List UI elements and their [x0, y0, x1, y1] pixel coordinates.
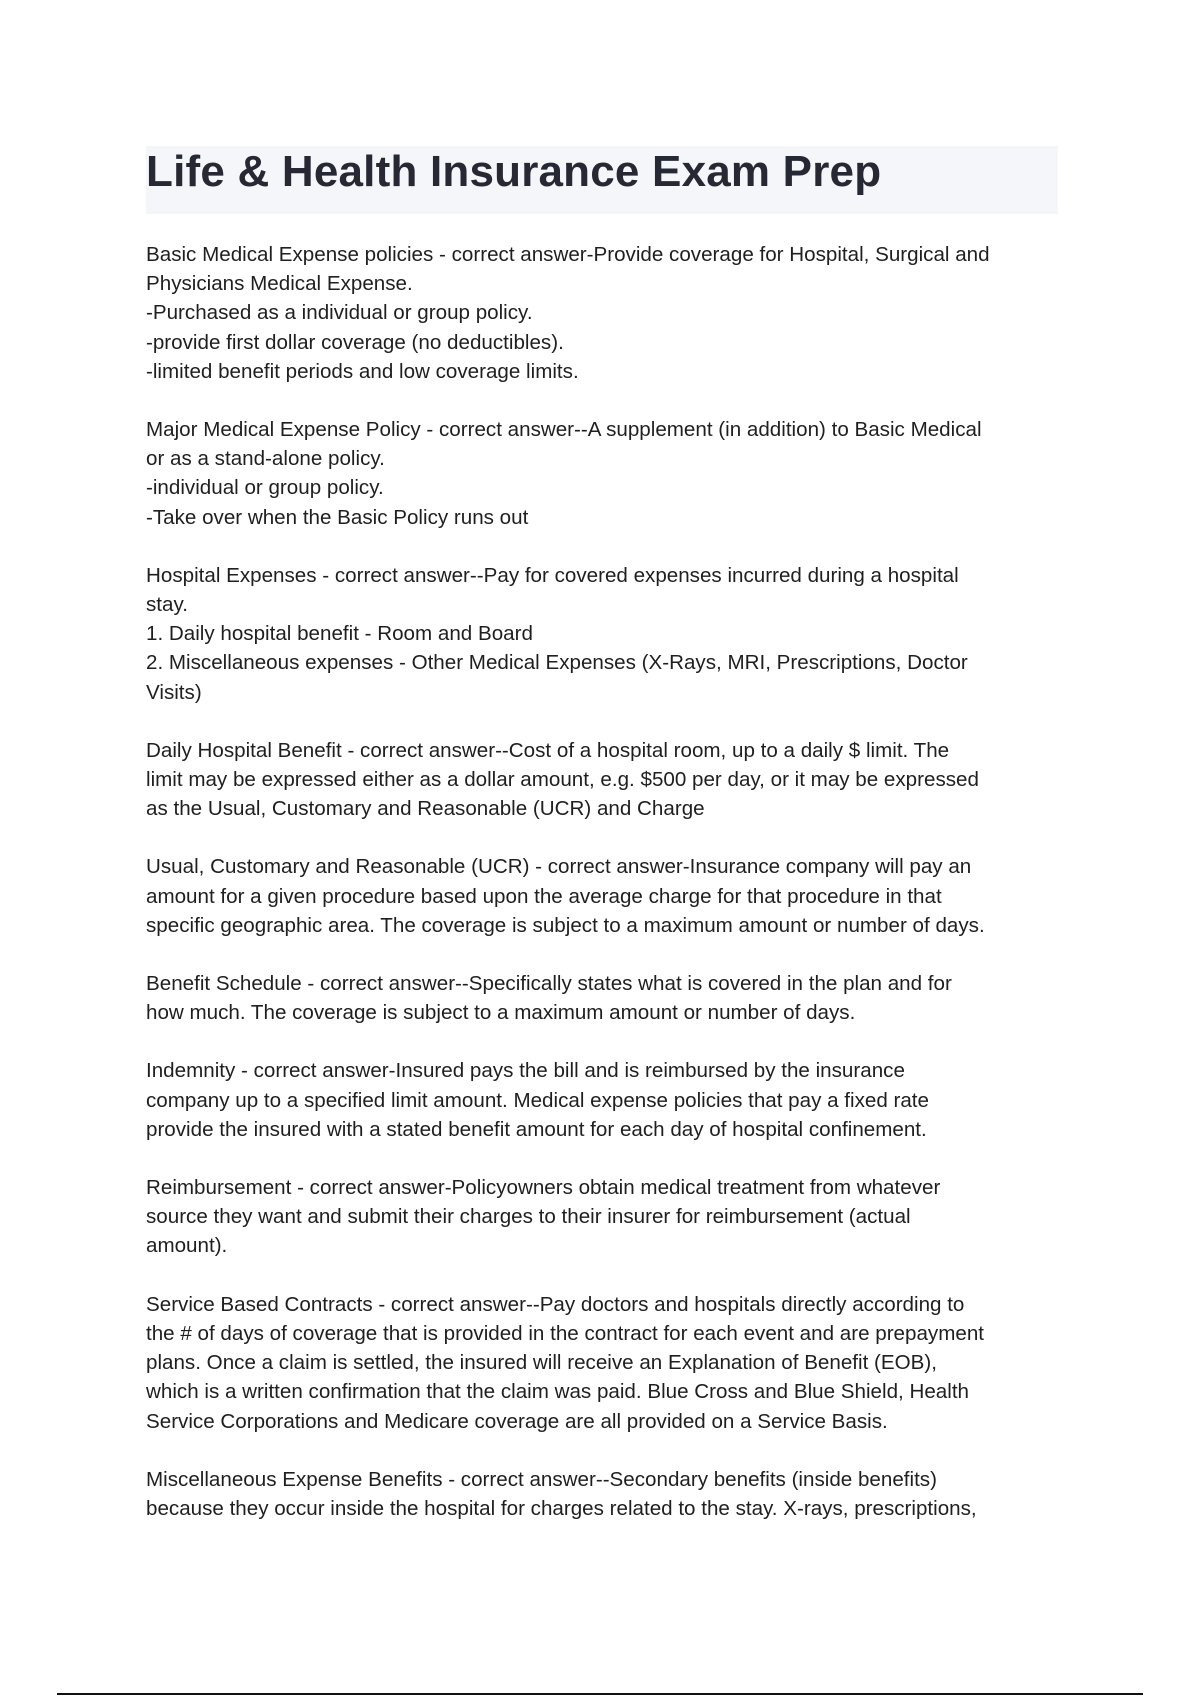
entry-benefit-schedule	[146, 969, 1066, 1027]
entry-line: Indemnity - correct answer-Insured pays the bill and is reimbursed by the insurance	[146, 1059, 905, 1083]
entry-line: Major Medical Expense Policy - correct answer--A supplement (in addition) to Basic Medical	[146, 418, 982, 442]
entry-line: stay.	[146, 593, 188, 617]
entry-line: -provide first dollar coverage (no deductibles).	[146, 330, 564, 354]
entry-indemnity	[146, 1056, 1066, 1144]
entry-service-based-contracts	[146, 1290, 1066, 1436]
entry-line: as the Usual, Customary and Reasonable (UCR) and Charge	[146, 797, 705, 821]
entry-miscellaneous-expense-benefits	[146, 1465, 1066, 1523]
page-title: Life & Health Insurance Exam Prep	[146, 147, 882, 196]
entry-line: which is a written confirmation that the claim was paid. Blue Cross and Blue Shield, Health	[146, 1380, 970, 1404]
entry-line: plans. Once a claim is settled, the insured will receive an Explanation of Benefit (EOB),	[146, 1351, 937, 1375]
entry-line: Benefit Schedule - correct answer--Specifically states what is covered in the plan and for	[146, 972, 952, 996]
entry-line: company up to a specified limit amount. Medical expense policies that pay a fixed rate	[146, 1088, 929, 1112]
entry-line: -Purchased as a individual or group policy.	[146, 301, 533, 325]
entry-reimbursement	[146, 1173, 1066, 1261]
entry-line: because they occur inside the hospital for charges related to the stay. X-rays, prescriptions,	[146, 1496, 977, 1520]
entry-line: the # of days of coverage that is provided in the contract for each event and are prepayment	[146, 1321, 984, 1345]
entry-line: Visits)	[146, 680, 202, 704]
entry-line: Physicians Medical Expense.	[146, 272, 413, 296]
entry-line: source they want and submit their charges to their insurer for reimbursement (actual	[146, 1205, 911, 1229]
entry-line: 2. Miscellaneous expenses - Other Medical Expenses (X-Rays, MRI, Prescriptions, Doctor	[146, 651, 968, 675]
entry-line: Daily Hospital Benefit - correct answer--Cost of a hospital room, up to a daily $ limit. The	[146, 738, 950, 762]
entry-line: provide the insured with a stated benefit amount for each day of hospital confinement.	[146, 1117, 927, 1141]
entry-line: how much. The coverage is subject to a maximum amount or number of days.	[146, 1001, 856, 1025]
entry-line: specific geographic area. The coverage is subject to a maximum amount or number of days.	[146, 913, 985, 937]
document-body	[146, 240, 1066, 1552]
entry-line: Miscellaneous Expense Benefits - correct answer--Secondary benefits (inside benefits)	[146, 1467, 937, 1491]
entry-line: Usual, Customary and Reasonable (UCR) - correct answer-Insurance company will pay an	[146, 855, 972, 879]
entry-basic-medical-expense	[146, 240, 1066, 386]
entry-line: Hospital Expenses - correct answer--Pay for covered expenses incurred during a hospital	[146, 563, 959, 587]
entry-line: Basic Medical Expense policies - correct answer-Provide coverage for Hospital, Surgical and	[146, 243, 990, 266]
entry-hospital-expenses	[146, 561, 1066, 707]
entry-ucr	[146, 852, 1066, 940]
entry-daily-hospital-benefit	[146, 736, 1066, 824]
entry-line: -limited benefit periods and low coverage limits.	[146, 359, 579, 383]
entry-line: amount).	[146, 1234, 228, 1258]
entry-line: 1. Daily hospital benefit - Room and Board	[146, 622, 533, 646]
entry-line: Service Corporations and Medicare coverage are all provided on a Service Basis.	[146, 1409, 888, 1433]
page-bottom-rule	[57, 1693, 1143, 1695]
entry-line: Reimbursement - correct answer-Policyowners obtain medical treatment from whatever	[146, 1176, 941, 1200]
entry-line: -Take over when the Basic Policy runs out	[146, 505, 529, 529]
entry-major-medical-expense	[146, 415, 1066, 532]
entry-line: limit may be expressed either as a dollar amount, e.g. $500 per day, or it may be expressed	[146, 768, 979, 792]
entry-line: Service Based Contracts - correct answer--Pay doctors and hospitals directly according to	[146, 1292, 965, 1316]
entry-line: -individual or group policy.	[146, 476, 384, 500]
entry-line: or as a stand-alone policy.	[146, 447, 385, 471]
entry-line: amount for a given procedure based upon the average charge for that procedure in that	[146, 884, 942, 908]
